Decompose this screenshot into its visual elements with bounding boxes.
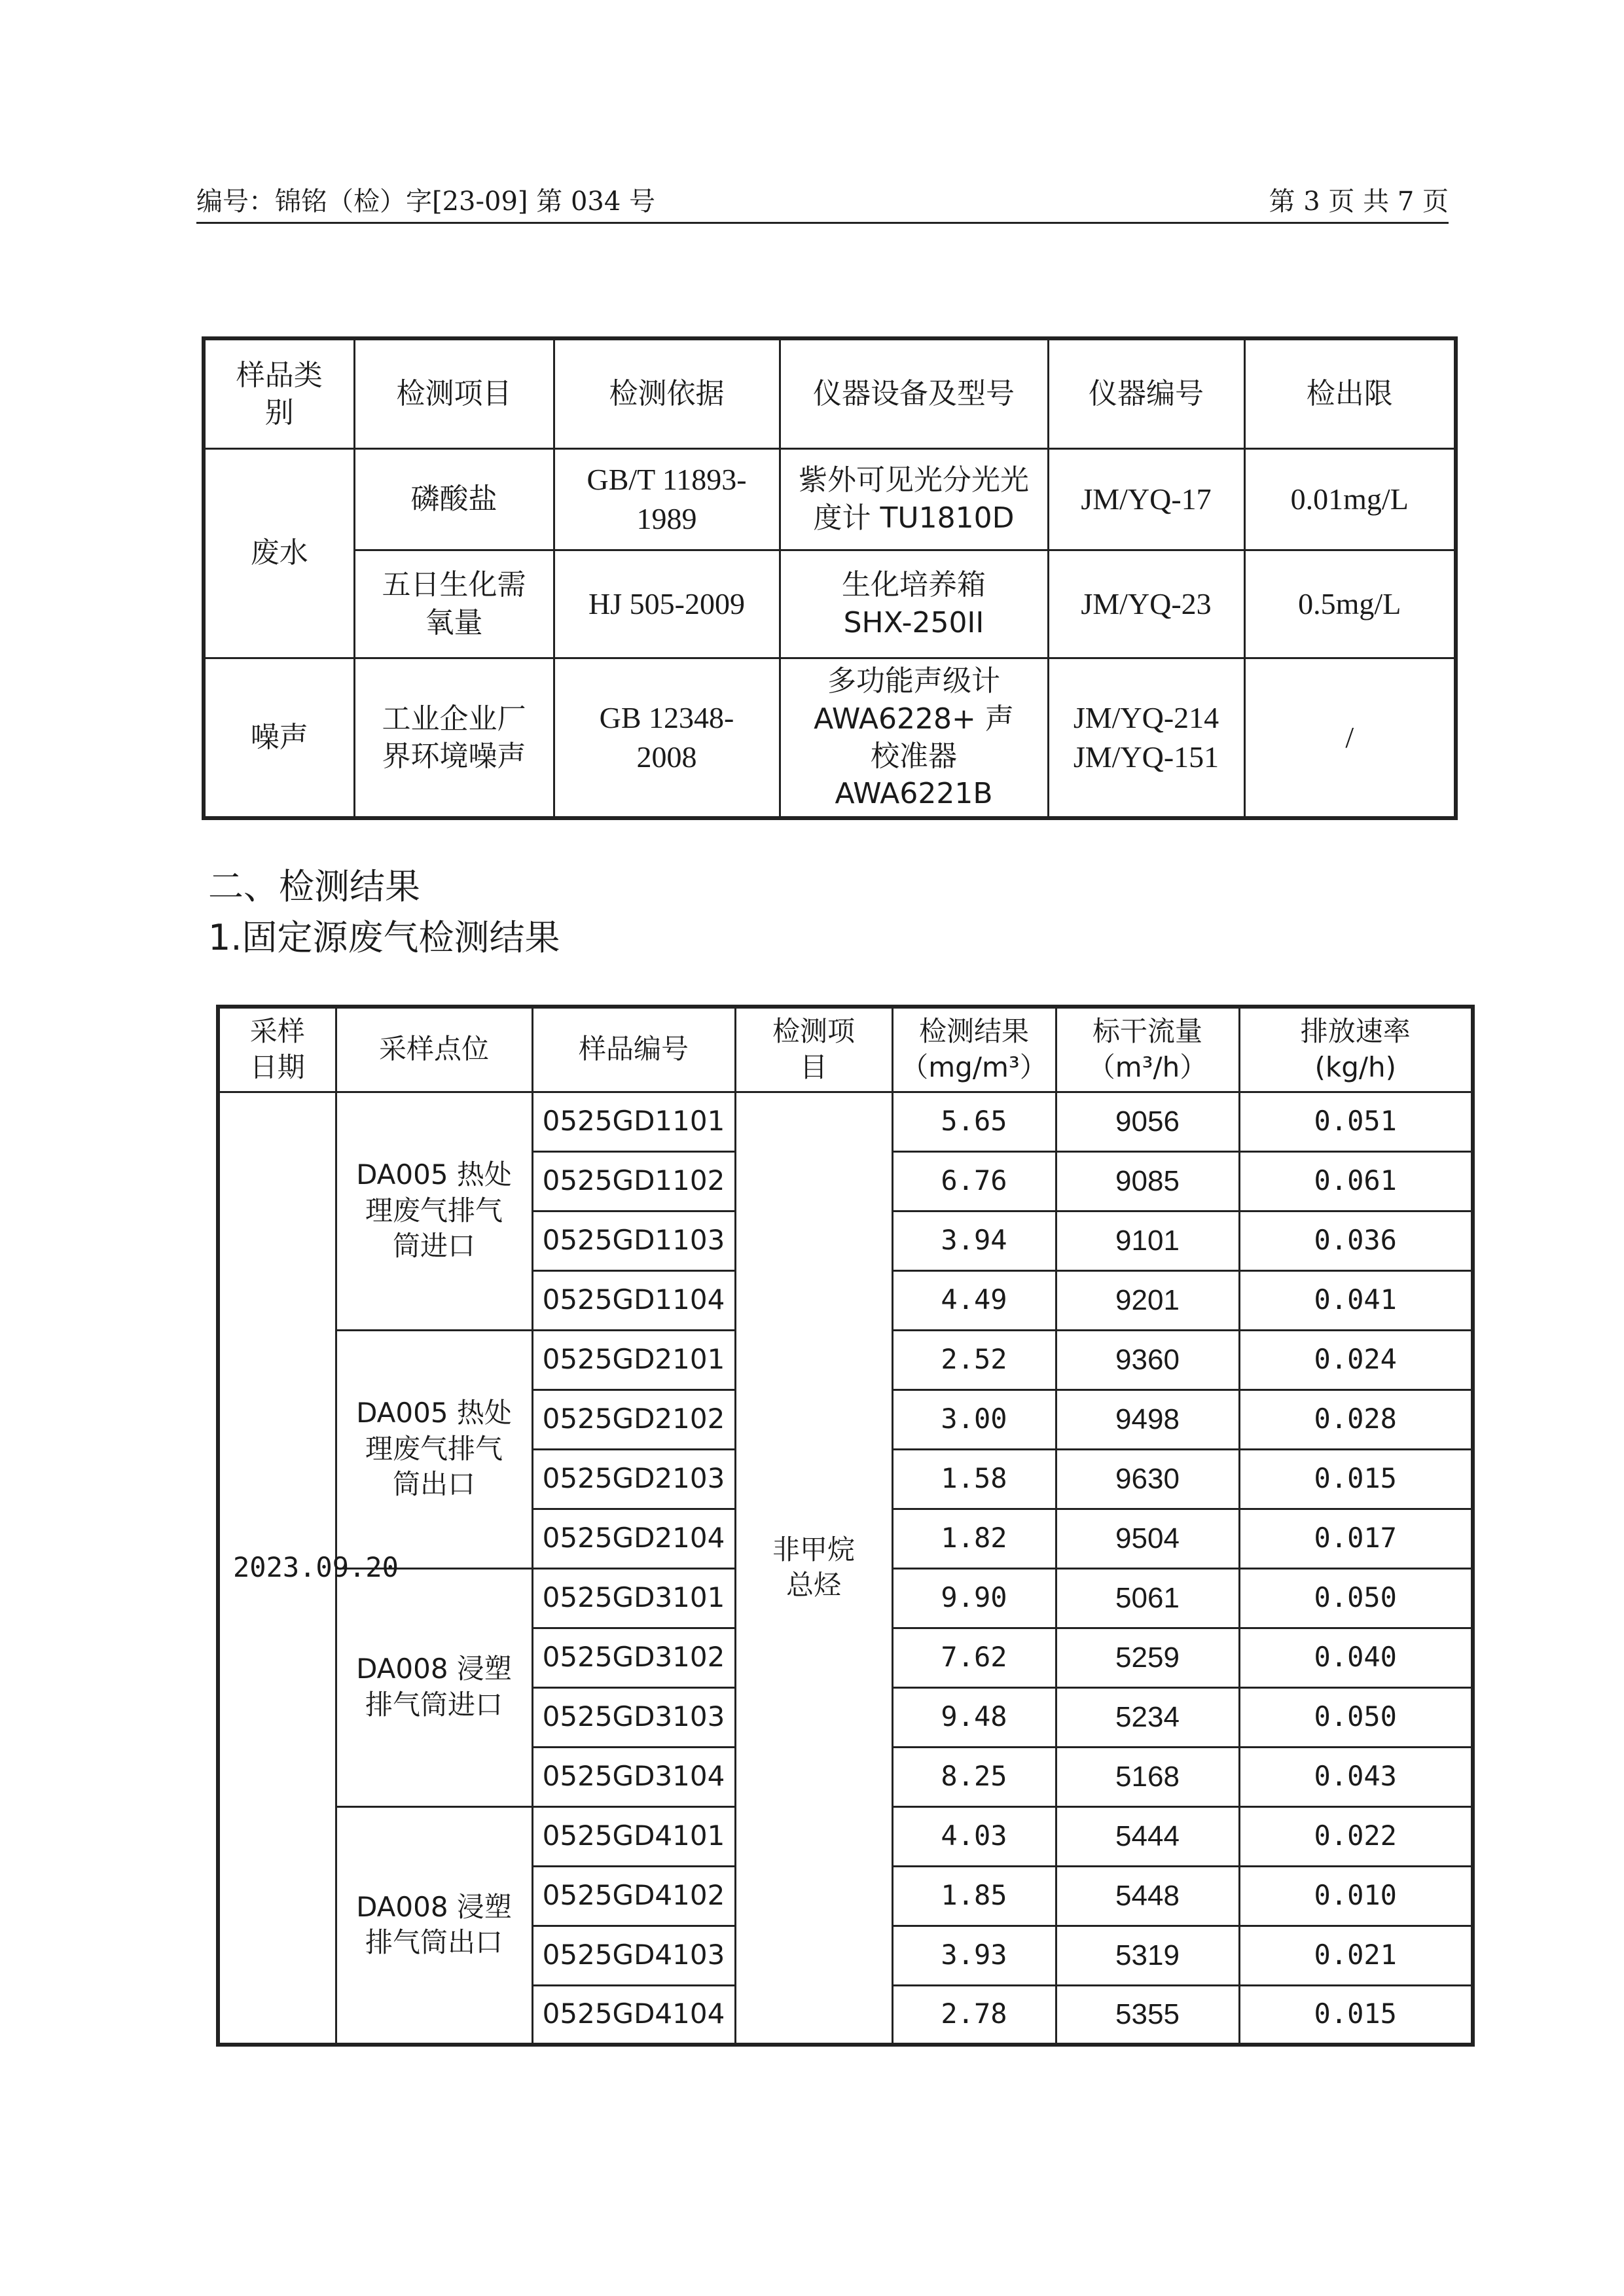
sample-number: 0525GD2104 xyxy=(532,1509,735,1568)
rate-value: 0.021 xyxy=(1239,1926,1473,1985)
rate-value: 0.028 xyxy=(1239,1390,1473,1449)
section-title: 二、检测结果 xyxy=(208,866,420,907)
method-row xyxy=(204,658,1456,818)
result-value: 9.48 xyxy=(892,1687,1056,1747)
rate-value: 0.017 xyxy=(1239,1509,1473,1568)
rate-value: 0.050 xyxy=(1239,1687,1473,1747)
result-header-flow xyxy=(1056,1007,1239,1092)
result-table xyxy=(216,1005,1475,2047)
method-inst-no: JM/YQ-23 xyxy=(1048,550,1244,658)
rate-value: 0.015 xyxy=(1239,1985,1473,2045)
method-row xyxy=(204,448,1456,550)
flow-value: 5168 xyxy=(1056,1747,1239,1806)
method-basis: HJ 505-2009 xyxy=(554,550,780,658)
result-value: 7.62 xyxy=(892,1628,1056,1687)
sample-number: 0525GD3103 xyxy=(532,1687,735,1747)
page-header xyxy=(196,185,1449,224)
sample-number: 0525GD3104 xyxy=(532,1747,735,1806)
method-item: 磷酸盐 xyxy=(354,448,554,550)
result-header-date: 采样日期 xyxy=(218,1007,336,1092)
rate-value: 0.061 xyxy=(1239,1151,1473,1211)
flow-value: 9498 xyxy=(1056,1390,1239,1449)
table-row xyxy=(218,1092,1473,1151)
rate-value: 0.050 xyxy=(1239,1568,1473,1628)
method-inst-no: JM/YQ-214 JM/YQ-151 xyxy=(1048,658,1244,818)
method-header-instrument: 仪器设备及型号 xyxy=(780,338,1048,448)
method-limit: / xyxy=(1244,658,1456,818)
result-value: 2.78 xyxy=(892,1985,1056,2045)
flow-value: 5061 xyxy=(1056,1568,1239,1628)
flow-value: 5259 xyxy=(1056,1628,1239,1687)
rate-value: 0.043 xyxy=(1239,1747,1473,1806)
flow-value: 9360 xyxy=(1056,1330,1239,1390)
result-header-item xyxy=(735,1007,892,1092)
result-value: 1.58 xyxy=(892,1449,1056,1509)
result-value: 3.00 xyxy=(892,1390,1056,1449)
method-header-category: 样品类别 xyxy=(204,338,354,448)
flow-value: 9630 xyxy=(1056,1449,1239,1509)
result-header-result xyxy=(892,1007,1056,1092)
method-header-limit: 检出限 xyxy=(1244,338,1456,448)
rate-value: 0.015 xyxy=(1239,1449,1473,1509)
flow-value: 5444 xyxy=(1056,1806,1239,1866)
sampling-point: DA005 热处理废气排气筒进口 xyxy=(336,1092,532,1330)
flow-value: 9504 xyxy=(1056,1509,1239,1568)
method-category: 噪声 xyxy=(204,658,354,818)
method-header-inst-no: 仪器编号 xyxy=(1048,338,1244,448)
sampling-point: DA008 浸塑排气筒出口 xyxy=(336,1806,532,2045)
rate-value: 0.051 xyxy=(1239,1092,1473,1151)
flow-value: 9201 xyxy=(1056,1270,1239,1330)
result-header-item-label: 检测项目 xyxy=(772,1015,855,1083)
result-header-result-label: 检测结果 xyxy=(918,1015,1029,1048)
flow-value: 9085 xyxy=(1056,1151,1239,1211)
sample-number: 0525GD3101 xyxy=(532,1568,735,1628)
sample-number: 0525GD1102 xyxy=(532,1151,735,1211)
method-table xyxy=(202,336,1458,820)
sampling-date: 2023.09.20 xyxy=(218,1092,336,2045)
sample-number: 0525GD1103 xyxy=(532,1211,735,1270)
result-value: 9.90 xyxy=(892,1568,1056,1628)
method-instrument: 紫外可见光分光光度计 TU1810D xyxy=(780,448,1048,550)
sample-number: 0525GD4104 xyxy=(532,1985,735,2045)
method-instrument: 多功能声级计 AWA6228+ 声校准器 AWA6221B xyxy=(780,658,1048,818)
result-value: 6.76 xyxy=(892,1151,1056,1211)
result-header-result-unit: （mg/m³） xyxy=(901,1050,1047,1083)
flow-value: 5355 xyxy=(1056,1985,1239,2045)
sample-number: 0525GD1104 xyxy=(532,1270,735,1330)
result-value: 4.03 xyxy=(892,1806,1056,1866)
result-value: 5.65 xyxy=(892,1092,1056,1151)
flow-value: 9101 xyxy=(1056,1211,1239,1270)
sample-number: 0525GD4101 xyxy=(532,1806,735,1866)
method-row xyxy=(204,550,1456,658)
result-value: 3.94 xyxy=(892,1211,1056,1270)
sampling-point: DA005 热处理废气排气筒出口 xyxy=(336,1330,532,1568)
sample-number: 0525GD2102 xyxy=(532,1390,735,1449)
result-value: 2.52 xyxy=(892,1330,1056,1390)
method-header-item: 检测项目 xyxy=(354,338,554,448)
result-header-flow-unit: （m³/h） xyxy=(1087,1050,1208,1083)
sample-number: 0525GD4102 xyxy=(532,1866,735,1926)
method-limit: 0.5mg/L xyxy=(1244,550,1456,658)
method-basis: GB/T 11893-1989 xyxy=(554,448,780,550)
result-value: 4.49 xyxy=(892,1270,1056,1330)
rate-value: 0.036 xyxy=(1239,1211,1473,1270)
method-instrument: 生化培养箱 SHX-250II xyxy=(780,550,1048,658)
flow-value: 5319 xyxy=(1056,1926,1239,1985)
sample-number: 0525GD2101 xyxy=(532,1330,735,1390)
sample-number: 0525GD4103 xyxy=(532,1926,735,1985)
rate-value: 0.040 xyxy=(1239,1628,1473,1687)
rate-value: 0.024 xyxy=(1239,1330,1473,1390)
result-value: 3.93 xyxy=(892,1926,1056,1985)
flow-value: 9056 xyxy=(1056,1092,1239,1151)
result-header-point: 采样点位 xyxy=(336,1007,532,1092)
result-header-sample: 样品编号 xyxy=(532,1007,735,1092)
flow-value: 5448 xyxy=(1056,1866,1239,1926)
test-item: 非甲烷总烃 xyxy=(735,1092,892,2045)
result-header-rate-label: 排放速率 xyxy=(1300,1015,1411,1048)
sampling-point: DA008 浸塑排气筒进口 xyxy=(336,1568,532,1806)
method-limit: 0.01mg/L xyxy=(1244,448,1456,550)
sample-number: 0525GD3102 xyxy=(532,1628,735,1687)
method-basis: GB 12348-2008 xyxy=(554,658,780,818)
subsection-title: 1.固定源废气检测结果 xyxy=(208,917,560,958)
rate-value: 0.022 xyxy=(1239,1806,1473,1866)
method-item: 五日生化需氧量 xyxy=(354,550,554,658)
result-value: 1.82 xyxy=(892,1509,1056,1568)
sample-number: 0525GD1101 xyxy=(532,1092,735,1151)
method-inst-no: JM/YQ-17 xyxy=(1048,448,1244,550)
page-number: 第 3 页 共 7 页 xyxy=(1269,187,1449,217)
sample-number: 0525GD2103 xyxy=(532,1449,735,1509)
rate-value: 0.010 xyxy=(1239,1866,1473,1926)
report-number: 编号：锦铭（检）字[23-09] 第 034 号 xyxy=(196,187,656,217)
method-category: 废水 xyxy=(204,448,354,658)
result-header-rate-unit: (kg/h) xyxy=(1314,1050,1397,1083)
result-value: 8.25 xyxy=(892,1747,1056,1806)
result-header-rate xyxy=(1239,1007,1473,1092)
method-item: 工业企业厂界环境噪声 xyxy=(354,658,554,818)
flow-value: 5234 xyxy=(1056,1687,1239,1747)
method-header-basis: 检测依据 xyxy=(554,338,780,448)
result-header-flow-label: 标干流量 xyxy=(1092,1015,1202,1048)
result-header-row xyxy=(218,1007,1473,1092)
rate-value: 0.041 xyxy=(1239,1270,1473,1330)
method-header-row xyxy=(204,338,1456,448)
result-value: 1.85 xyxy=(892,1866,1056,1926)
